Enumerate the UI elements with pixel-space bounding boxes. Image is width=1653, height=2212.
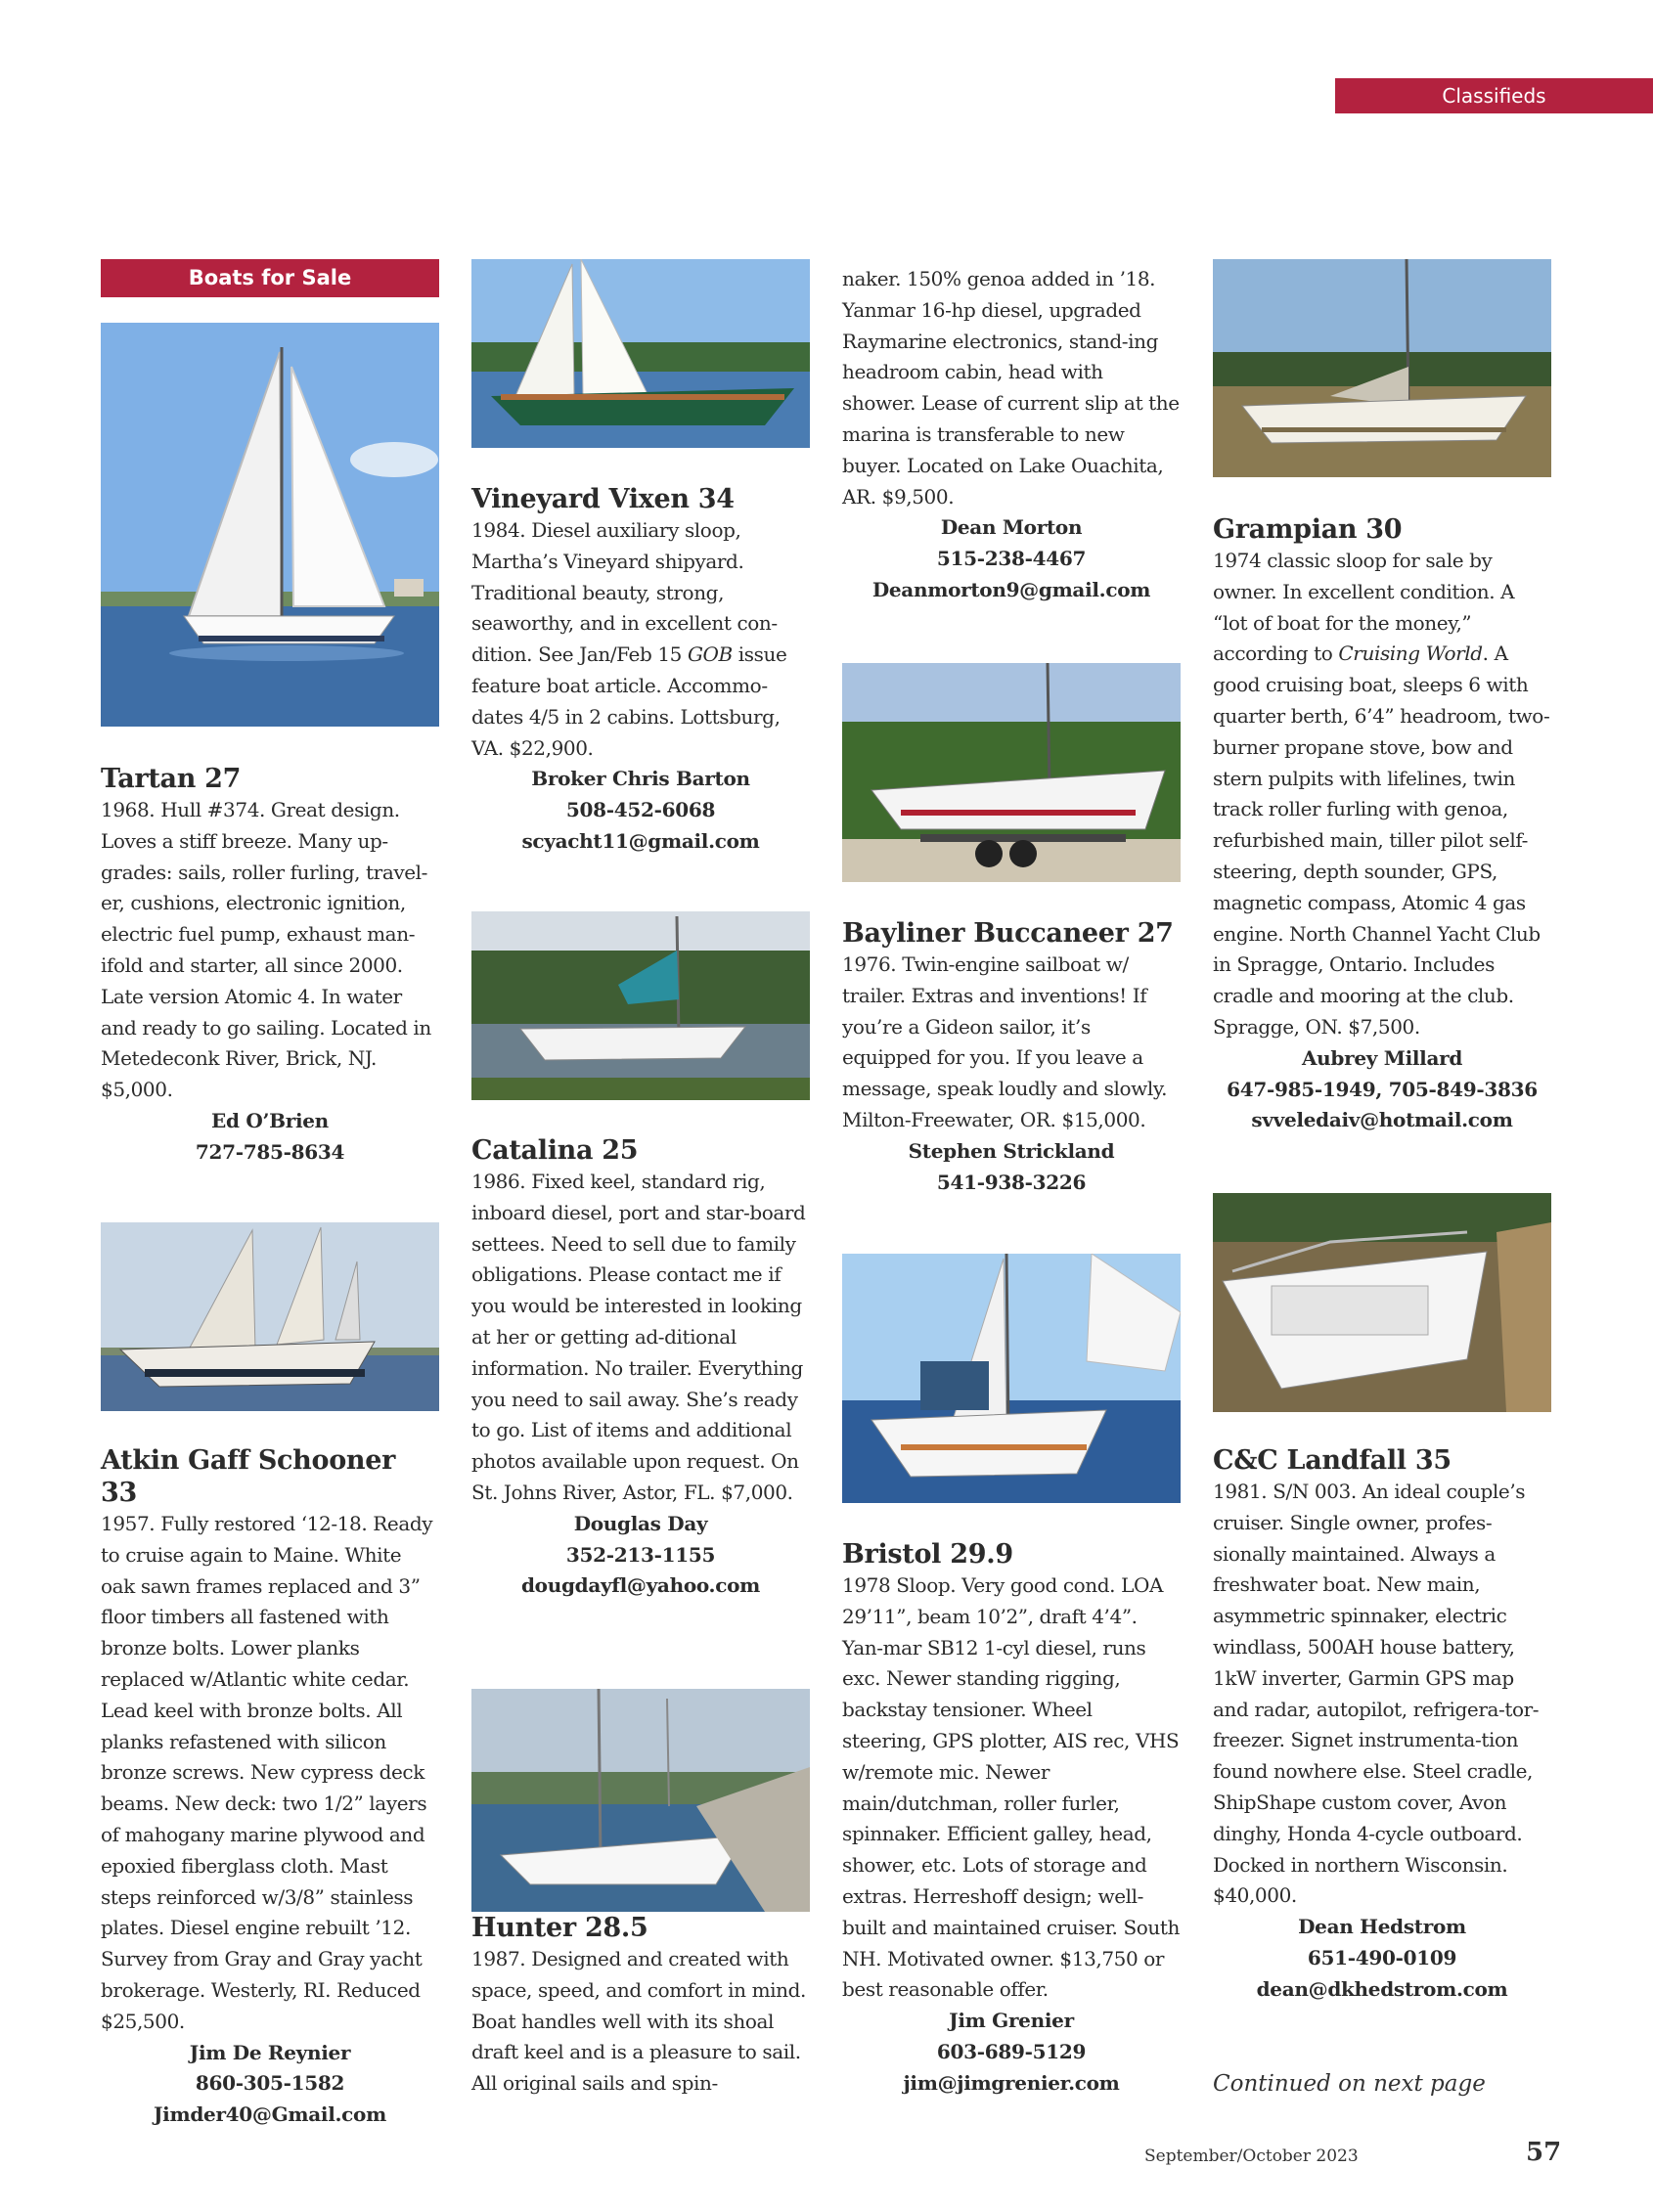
- atkin-schooner-photo: [101, 1222, 439, 1411]
- contact-email: svveledaiv@hotmail.com: [1251, 1108, 1513, 1132]
- section-tab: Classifieds: [1335, 78, 1653, 113]
- catalina-25-listing: [471, 1134, 810, 1602]
- hunter-28-5-listing: [471, 1912, 810, 2100]
- tartan-27-listing: [101, 763, 439, 1169]
- listing-title: Tartan 27: [101, 764, 242, 794]
- listing-description: 1974 classic sloop for sale by owner. In excellent condition. A “lot of boat for the money,” according to Cruising World. A good cruising boat, sleeps 6 with quarter berth, 6’4” headroom, two-burner propane stove, bow and stern pulpits with lifelines, twin track roller furling with genoa, refurbished main, tiller pilot self-steering, depth sounder, GPS, magnetic compass, Atomic 4 gas engine. North Channel Yacht Club in Spragge, Ontario. Includes cradle and mooring at the club. Spragge, ON. $7,500.: [1213, 549, 1550, 1039]
- listing-title: Hunter 28.5: [471, 1913, 648, 1943]
- listing-title: Atkin Gaff Schooner 33: [101, 1445, 396, 1508]
- contact-email: dougdayfl@yahoo.com: [520, 1573, 760, 1598]
- bayliner-buccaneer-listing: [842, 917, 1181, 1198]
- listing-title: Catalina 25: [471, 1135, 639, 1166]
- contact-phone: 727-785-8634: [195, 1139, 345, 1164]
- bristol-29-9-listing: [842, 1538, 1181, 2100]
- contact-name: Jim Grenier: [949, 2009, 1074, 2033]
- contact-email: dean@dkhedstrom.com: [1256, 1976, 1508, 2001]
- contact-name: Jim De Reynier: [189, 2040, 351, 2064]
- grampian-30-listing: [1213, 513, 1551, 1136]
- contact-name: Stephen Strickland: [908, 1138, 1115, 1163]
- contact-phone: 603-689-5129: [936, 2039, 1087, 2063]
- landfall-35-photo: [1213, 1193, 1551, 1412]
- vineyard-vixen-photo: [471, 259, 810, 448]
- contact-phone: 508-452-6068: [565, 798, 716, 822]
- contact-name: Ed O’Brien: [211, 1108, 329, 1132]
- contact-phone: 647-985-1949, 705-849-3836: [1227, 1077, 1538, 1101]
- hunter-28-5-listing-continued: [842, 264, 1181, 606]
- tartan-27-photo: [101, 323, 439, 727]
- contact-name: Dean Hedstrom: [1298, 1915, 1466, 1939]
- continued-note: Continued on next page: [1213, 2071, 1486, 2097]
- issue-date: September/October 2023: [1144, 2146, 1359, 2166]
- listing-description: 1957. Fully restored ‘12-18. Ready to cruise again to Maine. White oak sawn frames replaced and 3” floor timbers all fastened with bronze bolts. Lower planks replaced w/Atlantic white cedar. Lead keel with bronze bolts. All planks refastened with silicon bronze screws. New cypress deck beams. New deck: two 1/2” layers of mahogany marine plywood and epoxied fiberglass cloth. Mast steps reinforced w/3/8” stainless plates. Diesel engine rebuilt ’12. Survey from Gray and Gray yacht brokerage. Westerly, RI. Reduced $25,500.: [101, 1512, 433, 2033]
- contact-phone: 860-305-1582: [195, 2071, 345, 2096]
- listing-title: Bristol 29.9: [842, 1539, 1013, 1570]
- contact-email: scyacht11@gmail.com: [521, 828, 760, 853]
- contact-email: Deanmorton9@gmail.com: [871, 577, 1151, 601]
- contact-name: Broker Chris Barton: [531, 767, 750, 791]
- contact-email: Jimder40@Gmail.com: [154, 2102, 386, 2127]
- listing-title: Bayliner Buccaneer 27: [842, 918, 1174, 949]
- atkin-schooner-listing: [101, 1444, 439, 2131]
- listing-title: Grampian 30: [1213, 514, 1403, 545]
- listing-description: 1981. S/N 003. An ideal couple’s cruiser. Single owner, profes-sionally maintained. Always a freshwater boat. New main, asymmetric spinnaker, electric windlass, 500AH house battery, 1kW inverter, Garmin GPS map and radar, autopilot, refrigera-tor-freezer. Signet instrumenta-tion found nowhere else. Steel cradle, ShipShape custom cover, Avon dinghy, Honda 4-cycle outboard. Docked in northern Wisconsin. $40,000.: [1213, 1480, 1540, 1908]
- contact-phone: 651-490-0109: [1307, 1945, 1457, 1969]
- listing-description: 1986. Fixed keel, standard rig, inboard diesel, port and star-board settees. Need to sell due to family obligations. Please contact me if you would be interested in looking at her or getting ad-ditional information. No trailer. Everything you need to sail away. She’s ready to go. List of items and additional photos available upon request. On St. Johns River, Astor, FL. $7,000.: [471, 1170, 806, 1504]
- hunter-28-5-photo: [471, 1689, 810, 1912]
- contact-email: jim@jimgrenier.com: [903, 2070, 1120, 2095]
- listing-description: 1984. Diesel auxiliary sloop, Martha’s Vineyard shipyard. Traditional beauty, strong, seaworthy, and in excellent con-dition. See Jan/Feb 15 GOB issue feature boat article. Accommo-dates 4/5 in 2 cabins. Lottsburg, VA. $22,900.: [471, 518, 787, 760]
- landfall-35-listing: [1213, 1444, 1551, 2006]
- contact-phone: 515-238-4467: [936, 547, 1087, 571]
- bayliner-buccaneer-photo: [842, 663, 1181, 882]
- catalina-25-photo: [471, 911, 810, 1100]
- page-number: 57: [1526, 2138, 1562, 2167]
- listing-title: Vineyard Vixen 34: [471, 484, 735, 514]
- listing-title: C&C Landfall 35: [1213, 1445, 1452, 1476]
- vineyard-vixen-listing: [471, 483, 810, 858]
- listing-description: 1987. Designed and created with space, speed, and comfort in mind. Boat handles well with its shoal draft keel and is a pleasure to sail. All original sails and spin-: [471, 1947, 807, 2096]
- listing-description: 1968. Hull #374. Great design. Loves a stiff breeze. Many up-grades: sails, roller furling, travel-er, cushions, electronic ignition, electric fuel pump, exhaust man-ifold and starter, all since 2000. Late version Atomic 4. In water and ready to go sailing. Located in Metedeconk River, Brick, NJ. $5,000.: [101, 798, 431, 1102]
- bristol-29-9-photo: [842, 1254, 1181, 1503]
- contact-name: Douglas Day: [573, 1511, 708, 1535]
- contact-name: Aubrey Millard: [1301, 1045, 1463, 1070]
- grampian-30-photo: [1213, 259, 1551, 477]
- listing-description: 1978 Sloop. Very good cond. LOA 29’11”, beam 10’2”, draft 4’4”. Yan-mar SB12 1-cyl diesel, runs exc. Newer standing rigging, backstay tensioner. Wheel steering, GPS plotter, AIS rec, VHS w/remote mic. Newer main/dutchman, roller furler, spinnaker. Efficient galley, head, shower, etc. Lots of storage and extras. Herreshoff design; well-built and maintained cruiser. South NH. Motivated owner. $13,750 or best reasonable offer.: [842, 1573, 1180, 2002]
- contact-phone: 541-938-3226: [936, 1170, 1087, 1194]
- boats-for-sale-banner: Boats for Sale: [101, 259, 439, 297]
- listing-description: 1976. Twin-engine sailboat w/ trailer. Extras and inventions! If you’re a Gideon sailor, it’s equipped for you. If you leave a message, speak loudly and slowly. Milton-Freewater, OR. $15,000.: [842, 952, 1168, 1131]
- contact-name: Dean Morton: [940, 515, 1083, 540]
- listing-description-continued: naker. 150% genoa added in ’18. Yanmar 16-hp diesel, upgraded Raymarine electronics, stand-ing headroom cabin, head with shower. Lease of current slip at the marina is transferable to new buyer. Located on Lake Ouachita, AR. $9,500.: [842, 267, 1180, 509]
- contact-phone: 352-213-1155: [565, 1542, 716, 1567]
